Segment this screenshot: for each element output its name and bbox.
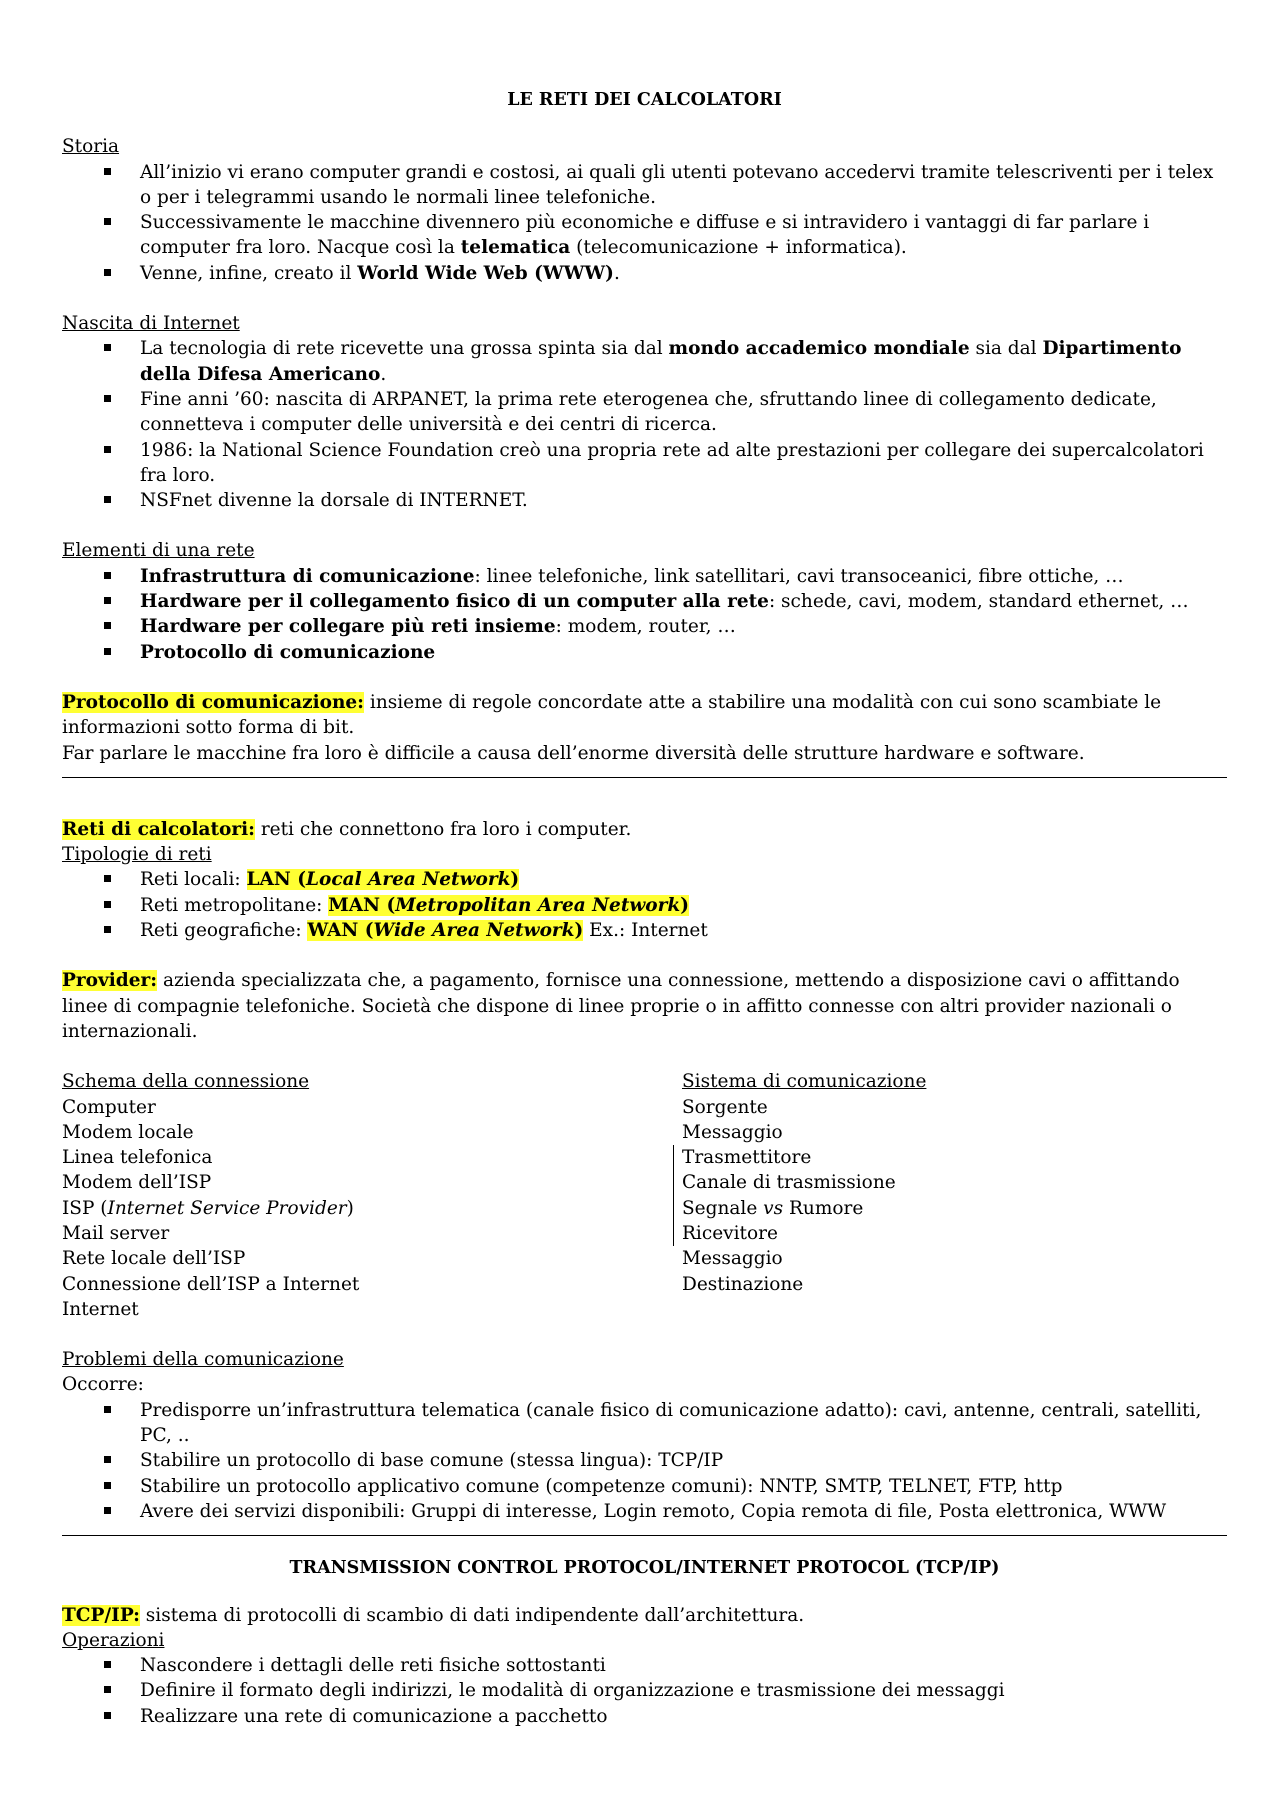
- reti-definition: Reti di calcolatori: reti che connettono fra loro i computer.: [62, 818, 632, 840]
- sistema-column: [682, 1069, 1227, 1322]
- list-item: Fine anni ’60: nascita di ARPANET, la prima rete eterogenea che, sfruttando linee di collegamento dedicate, connetteva i computer delle università e dei centri di ricerca.: [62, 387, 1227, 438]
- section-heading-schema: Schema della connessione: [62, 1071, 310, 1093]
- operazioni-list: [62, 1653, 1227, 1729]
- list-item: Messaggio: [682, 1248, 783, 1270]
- list-item: Linea telefonica: [62, 1147, 213, 1169]
- list-item: Hardware per il collegamento fisico di un computer alla rete: schede, cavi, modem, standard ethernet, …: [62, 589, 1227, 614]
- horizontal-divider: [62, 1535, 1227, 1536]
- list-item: Mail server: [62, 1222, 170, 1244]
- list-item: Computer: [62, 1096, 156, 1118]
- problemi-list: [62, 1398, 1227, 1524]
- protocollo-definition: Protocollo di comunicazione: insieme di regole concordate atte a stabilire una modalità con cui sono scambiate le informazioni sotto forma di bit.: [62, 691, 1162, 739]
- tipologie-list: [62, 867, 1227, 943]
- transmission-bracket: [673, 1145, 1227, 1246]
- list-item: Reti locali: LAN (Local Area Network): [62, 867, 1227, 892]
- list-item: Hardware per collegare più reti insieme: modem, router, …: [62, 614, 1227, 639]
- list-item: Connessione dell’ISP a Internet: [62, 1273, 360, 1295]
- section-heading-storia: Storia: [62, 136, 120, 158]
- list-item: NSFnet divenne la dorsale di INTERNET.: [62, 488, 1227, 513]
- list-item: All’inizio vi erano computer grandi e costosi, ai quali gli utenti potevano accedervi tramite telescriventi per i telex o per i telegrammi usando le normali linee telefoniche.: [62, 160, 1227, 211]
- page-title: LE RETI DEI CALCOLATORI: [507, 90, 782, 110]
- list-item: Infrastruttura di comunicazione: linee telefoniche, link satellitari, cavi transoceanici, fibre ottiche, …: [62, 564, 1227, 589]
- list-item: Sorgente: [682, 1096, 768, 1118]
- problemi-intro: Occorre:: [62, 1374, 144, 1396]
- list-item: Successivamente le macchine divennero più economiche e diffuse e si intravidero i vantaggi di far parlare i computer fra loro. Nacque così la telematica (telecomunicazione + informatica).: [62, 210, 1227, 261]
- elementi-list: [62, 564, 1227, 665]
- list-item: Trasmettitore: [682, 1147, 812, 1169]
- section-title-tcpip: TRANSMISSION CONTROL PROTOCOL/INTERNET PROTOCOL (TCP/IP): [289, 1558, 1000, 1579]
- provider-definition: Provider: azienda specializzata che, a pagamento, fornisce una connessione, mettendo a disposizione cavi o affittando linee di compagnie telefoniche. Società che dispone di linee proprie o in affitto connesse con altri provider nazionali o internazionali.: [62, 970, 1180, 1042]
- list-item: Nascondere i dettagli delle reti fisiche sottostanti: [62, 1653, 1227, 1678]
- list-item: Destinazione: [682, 1273, 804, 1295]
- section-heading-tipologie: Tipologie di reti: [62, 844, 212, 866]
- list-item: Stabilire un protocollo di base comune (stessa lingua): TCP/IP: [62, 1448, 1227, 1473]
- list-item: ISP (Internet Service Provider): [62, 1197, 354, 1219]
- list-item: Reti metropolitane: MAN (Metropolitan Area Network): [62, 893, 1227, 918]
- document-page: [62, 88, 1227, 1729]
- schema-column: [62, 1069, 682, 1322]
- list-item: Realizzare una rete di comunicazione a pacchetto: [62, 1704, 1227, 1729]
- list-item: Reti geografiche: WAN (Wide Area Network) Ex.: Internet: [62, 918, 1227, 943]
- tcpip-definition: TCP/IP: sistema di protocolli di scambio di dati indipendente dall’architettura.: [62, 1604, 805, 1626]
- list-item: Avere dei servizi disponibili: Gruppi di interesse, Login remoto, Copia remota di file, Posta elettronica, WWW: [62, 1499, 1227, 1524]
- list-item: Canale di trasmissione: [682, 1172, 896, 1194]
- section-heading-problemi: Problemi della comunicazione: [62, 1349, 344, 1371]
- nascita-list: [62, 336, 1227, 513]
- list-item: 1986: la National Science Foundation creò una propria rete ad alte prestazioni per collegare dei supercalcolatori fra loro.: [62, 438, 1227, 489]
- section-heading-sistema: Sistema di comunicazione: [682, 1071, 927, 1093]
- list-item: La tecnologia di rete ricevette una grossa spinta sia dal mondo accademico mondiale sia dal Dipartimento della Difesa Americano.: [62, 336, 1227, 387]
- list-item: Modem dell’ISP: [62, 1172, 212, 1194]
- section-heading-nascita: Nascita di Internet: [62, 313, 240, 335]
- list-item: Definire il formato degli indirizzi, le modalità di organizzazione e trasmissione dei messaggi: [62, 1678, 1227, 1703]
- list-item: Segnale vs Rumore: [682, 1197, 864, 1219]
- list-item: Rete locale dell’ISP: [62, 1248, 246, 1270]
- two-column-section: [62, 1069, 1227, 1322]
- protocollo-note: Far parlare le macchine fra loro è difficile a causa dell’enorme diversità delle strutture hardware e software.: [62, 742, 1085, 764]
- list-item: Internet: [62, 1298, 139, 1320]
- list-item: Venne, infine, creato il World Wide Web (WWW).: [62, 261, 1227, 286]
- list-item: Protocollo di comunicazione: [62, 640, 1227, 665]
- list-item: Ricevitore: [682, 1222, 778, 1244]
- list-item: Predisporre un’infrastruttura telematica (canale fisico di comunicazione adatto): cavi, antenne, centrali, satelliti, PC, ..: [62, 1398, 1227, 1449]
- list-item: Messaggio: [682, 1121, 783, 1143]
- list-item: Stabilire un protocollo applicativo comune (competenze comuni): NNTP, SMTP, TELNET, FTP, http: [62, 1474, 1227, 1499]
- list-item: Modem locale: [62, 1121, 194, 1143]
- storia-list: [62, 160, 1227, 286]
- section-heading-elementi: Elementi di una rete: [62, 540, 255, 562]
- section-heading-operazioni: Operazioni: [62, 1629, 165, 1651]
